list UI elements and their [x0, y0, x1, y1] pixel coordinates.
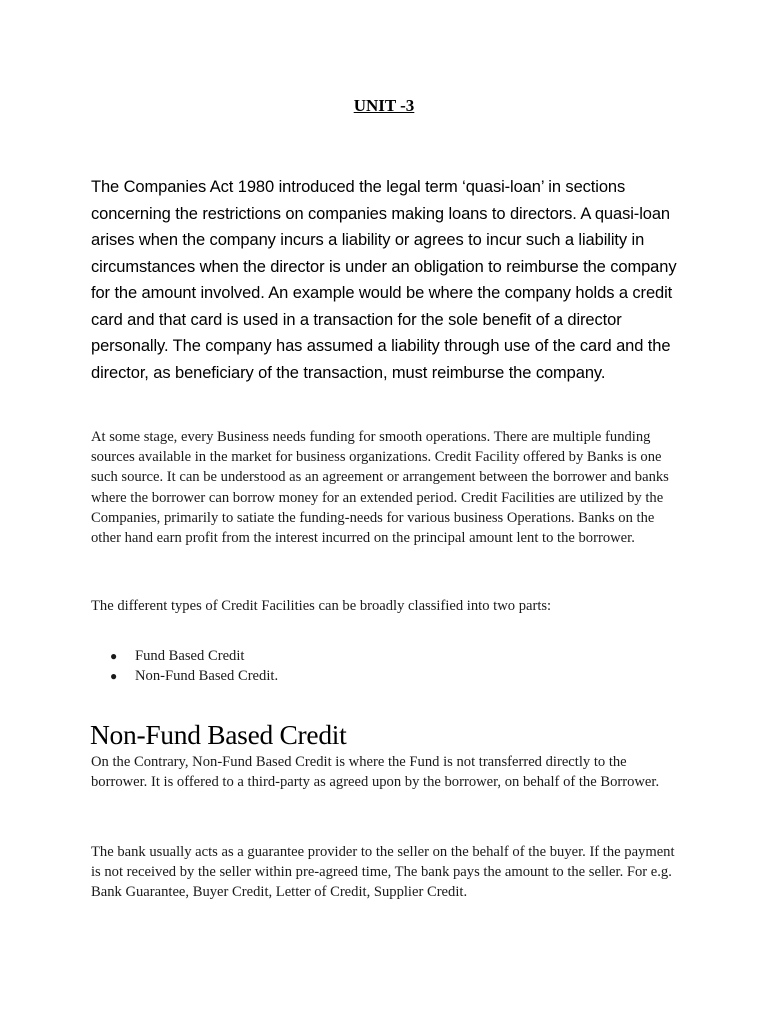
quasi-loan-paragraph: The Companies Act 1980 introduced the legal term ‘quasi-loan’ in sections concerning the restrictions on companies making loans to directors. A quasi-loan arises when the company incurs a liability or agrees to incur such a liability in circumstances when the director is under an obligation to reimburse the company for the amount involved. An example would be where the company holds a credit card and that card is used in a transaction for the sole benefit of a director personally. The company has assumed a liability through use of the card and the director, as beneficiary of the transaction, must reimburse the company.	[91, 178, 677, 382]
funding-paragraph: At some stage, every Business needs funding for smooth operations. There are multiple funding sources available in the market for business organizations. Credit Facility offered by Banks is one such source. It can be understood as an agreement or arrangement between the borrower and banks where the borrower can borrow money for an extended period. Credit Facilities are utilized by the Companies, primarily to satiate the funding-needs for various business Operations. Banks on the other hand earn profit from the interest incurred on the principal amount lent to the borrower.	[91, 429, 669, 547]
types-intro-paragraph: The different types of Credit Facilities can be broadly classified into two parts:	[91, 598, 552, 614]
list-item	[110, 666, 278, 686]
bullet-icon: ●	[110, 669, 118, 684]
credit-types-list	[110, 646, 278, 686]
unit-title: UNIT -3	[353, 96, 415, 115]
bullet-icon: ●	[110, 649, 118, 663]
section-heading: Non-Fund Based Credit	[90, 719, 347, 750]
list-item	[110, 646, 278, 666]
non-fund-paragraph-1: On the Contrary, Non-Fund Based Credit is where the Fund is not transferred directly to the borrower. It is offered to a third-party as agreed upon by the borrower, on behalf of the Borrower.	[91, 754, 660, 791]
non-fund-paragraph-2: The bank usually acts as a guarantee provider to the seller on the behalf of the buyer. If the payment is not received by the seller within pre-agreed time, The bank pays the amount to the seller. For e.g. Bank Guarantee, Buyer Credit, Letter of Credit, Supplier Credit.	[91, 844, 675, 901]
list-item-label: Fund Based Credit	[135, 648, 245, 664]
list-item-label: Non-Fund Based Credit.	[135, 668, 279, 685]
